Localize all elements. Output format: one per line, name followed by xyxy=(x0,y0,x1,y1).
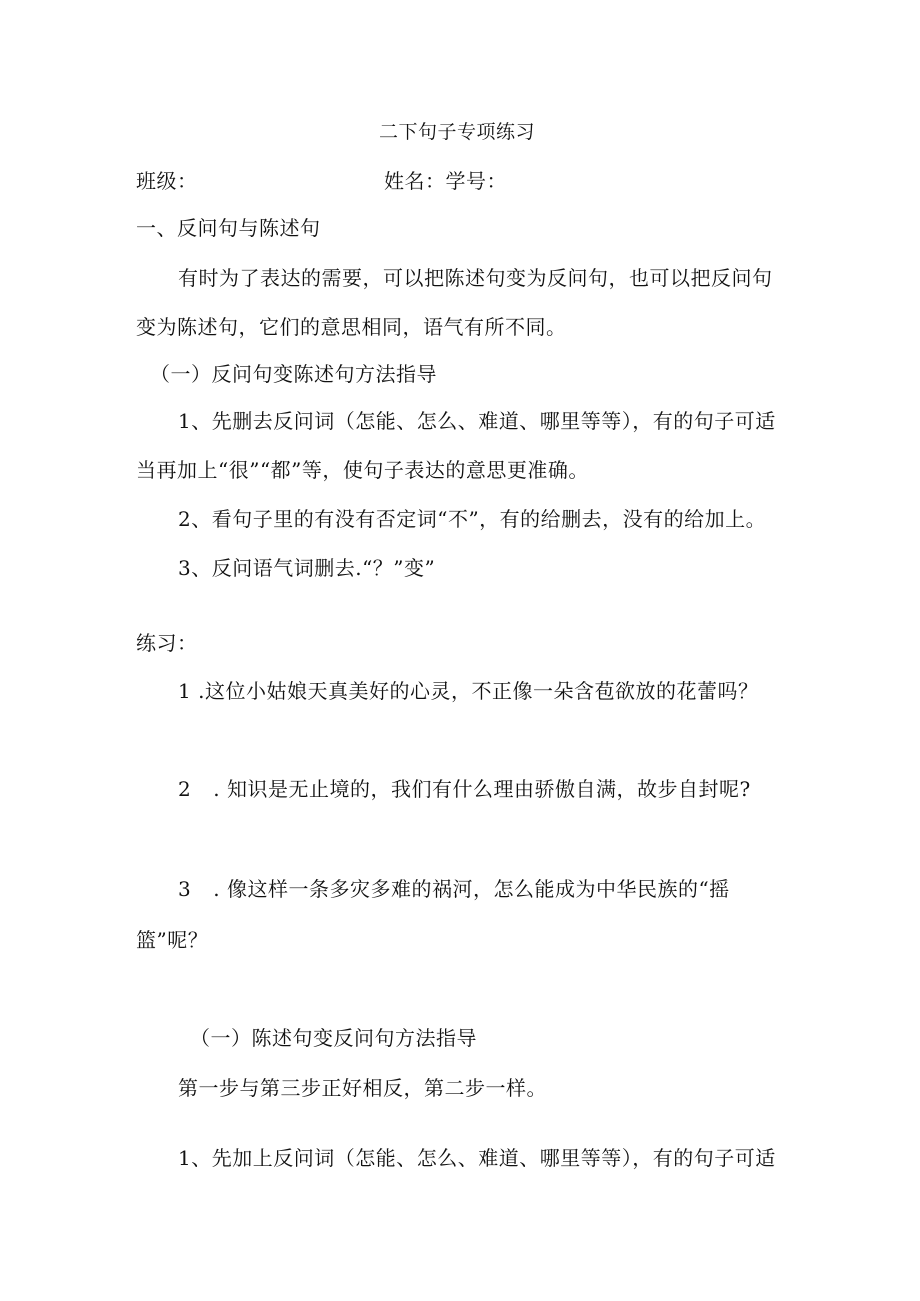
section-heading-rhetorical-declarative: 一、反问句与陈述句 xyxy=(136,216,321,240)
subsection-heading-rhetorical-to-declarative: （一）反问句变陈述句方法指导 xyxy=(150,362,437,386)
exercise-3-text: . 像这样一条多灾多难的祸河，怎么能成为中华民族的“摇 xyxy=(213,877,730,901)
intro-paragraph-line-2: 变为陈述句，它们的意思相同，语气有所不同。 xyxy=(136,315,567,339)
practice-label: 练习： xyxy=(136,631,198,655)
exercise-3-line-2: 篮”呢？ xyxy=(136,928,209,952)
exercise-2 xyxy=(178,775,751,803)
class-label: 班级： xyxy=(136,169,198,193)
document-title: 二下句子专项练习 xyxy=(379,121,536,143)
subsection-2-note: 第一步与第三步正好相反，第二步一样。 xyxy=(178,1076,547,1100)
exercise-3 xyxy=(178,875,730,903)
method-step-3: 3、反问语气词删去.“？”变” xyxy=(178,556,436,580)
method-step-1-line-1: 1、先删去反问词（怎能、怎么、难道、哪里等等），有的句子可适 xyxy=(178,409,776,433)
method-step-1-line-2: 当再加上“很”“都”等，使句子表达的意思更准确。 xyxy=(136,458,589,482)
name-student-id-label: 姓名：学号： xyxy=(384,169,507,193)
exercise-1: 1 .这位小姑娘天真美好的心灵，不正像一朵含苞欲放的花蕾吗？ xyxy=(178,679,759,703)
intro-paragraph-line-1: 有时为了表达的需要，可以把陈述句变为反问句，也可以把反问句 xyxy=(178,266,773,290)
exercise-3-number: 3 xyxy=(178,877,192,901)
subsection-heading-declarative-to-rhetorical: （一）陈述句变反问句方法指导 xyxy=(190,1026,477,1050)
exercise-2-text: . 知识是无止境的，我们有什么理由骄傲自满，故步自封呢? xyxy=(213,777,751,801)
method-step-2: 2、看句子里的有没有否定词“不”，有的给删去，没有的给加上。 xyxy=(178,507,767,531)
subsection-2-step-1-line-1: 1、先加上反问词（怎能、怎么、难道、哪里等等），有的句子可适 xyxy=(178,1146,776,1170)
exercise-2-number: 2 xyxy=(178,777,192,801)
